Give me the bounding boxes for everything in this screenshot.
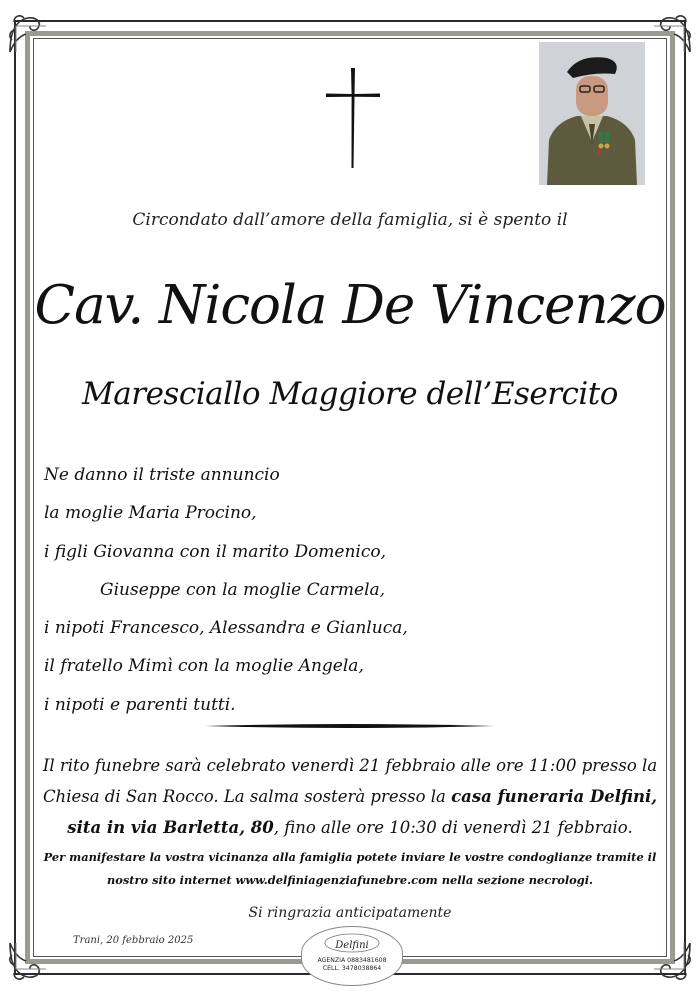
ornament-corner-icon <box>6 12 50 56</box>
mourner-line: la moglie Maria Procino, <box>44 503 257 524</box>
mourner-line: i nipoti e parenti tutti. <box>44 694 236 715</box>
mourner-line: il fratello Mimì con la moglie Angela, <box>44 656 364 677</box>
divider <box>205 723 495 729</box>
ornament-corner-icon <box>6 939 50 983</box>
mourner-line: i figli Giovanna con il marito Domenico, <box>44 541 387 562</box>
thanks-text: Si ringrazia anticipatamente <box>248 905 452 921</box>
logo-mobile-phone: CELL. 3478038864 <box>322 965 382 972</box>
ornament-corner-icon <box>650 939 694 983</box>
condolences-text: Per manifestare la vostra vicinanza alla famiglia potete inviare le vostre condoglianze tramite il nostro sito internet www.delfiniagenziafunebre.com nella sezione necrologi. <box>43 850 657 887</box>
deceased-rank: Maresciallo Maggiore dell’Esercito <box>82 376 618 412</box>
cross-icon <box>322 66 384 170</box>
intro-text: Circondato dall’amore della famiglia, si è spento il <box>132 210 568 230</box>
logo-agency-phone: AGENZIA 0883481608 <box>317 957 387 964</box>
mourner-line: i nipoti Francesco, Alessandra e Gianluca, <box>44 618 408 639</box>
rite-text-bold: casa funeraria Delfini, sita in via Barletta, 80 <box>67 787 658 837</box>
deceased-name: Cav. Nicola De Vincenzo <box>34 275 666 336</box>
logo-brand: Delfini <box>335 940 369 951</box>
ornament-corner-icon <box>650 12 694 56</box>
rite-text-part: , fino alle ore 10:30 di venerdì 21 febbraio. <box>273 818 633 837</box>
mourner-line: Giuseppe con la moglie Carmela, <box>100 579 386 600</box>
portrait-photo <box>539 42 645 185</box>
mourner-line: Ne danno il triste annuncio <box>44 465 280 485</box>
notice-date: Trani, 20 febbraio 2025 <box>73 935 194 946</box>
funeral-rite-text <box>30 750 670 843</box>
funeral-agency-logo <box>301 926 403 986</box>
mourners-list <box>44 460 604 728</box>
rite-text-part: Il rito funebre sarà celebrato venerdì 21 febbraio alle ore 11:00 presso la Chiesa di San Rocco. La salma sosterà presso la <box>42 756 658 806</box>
